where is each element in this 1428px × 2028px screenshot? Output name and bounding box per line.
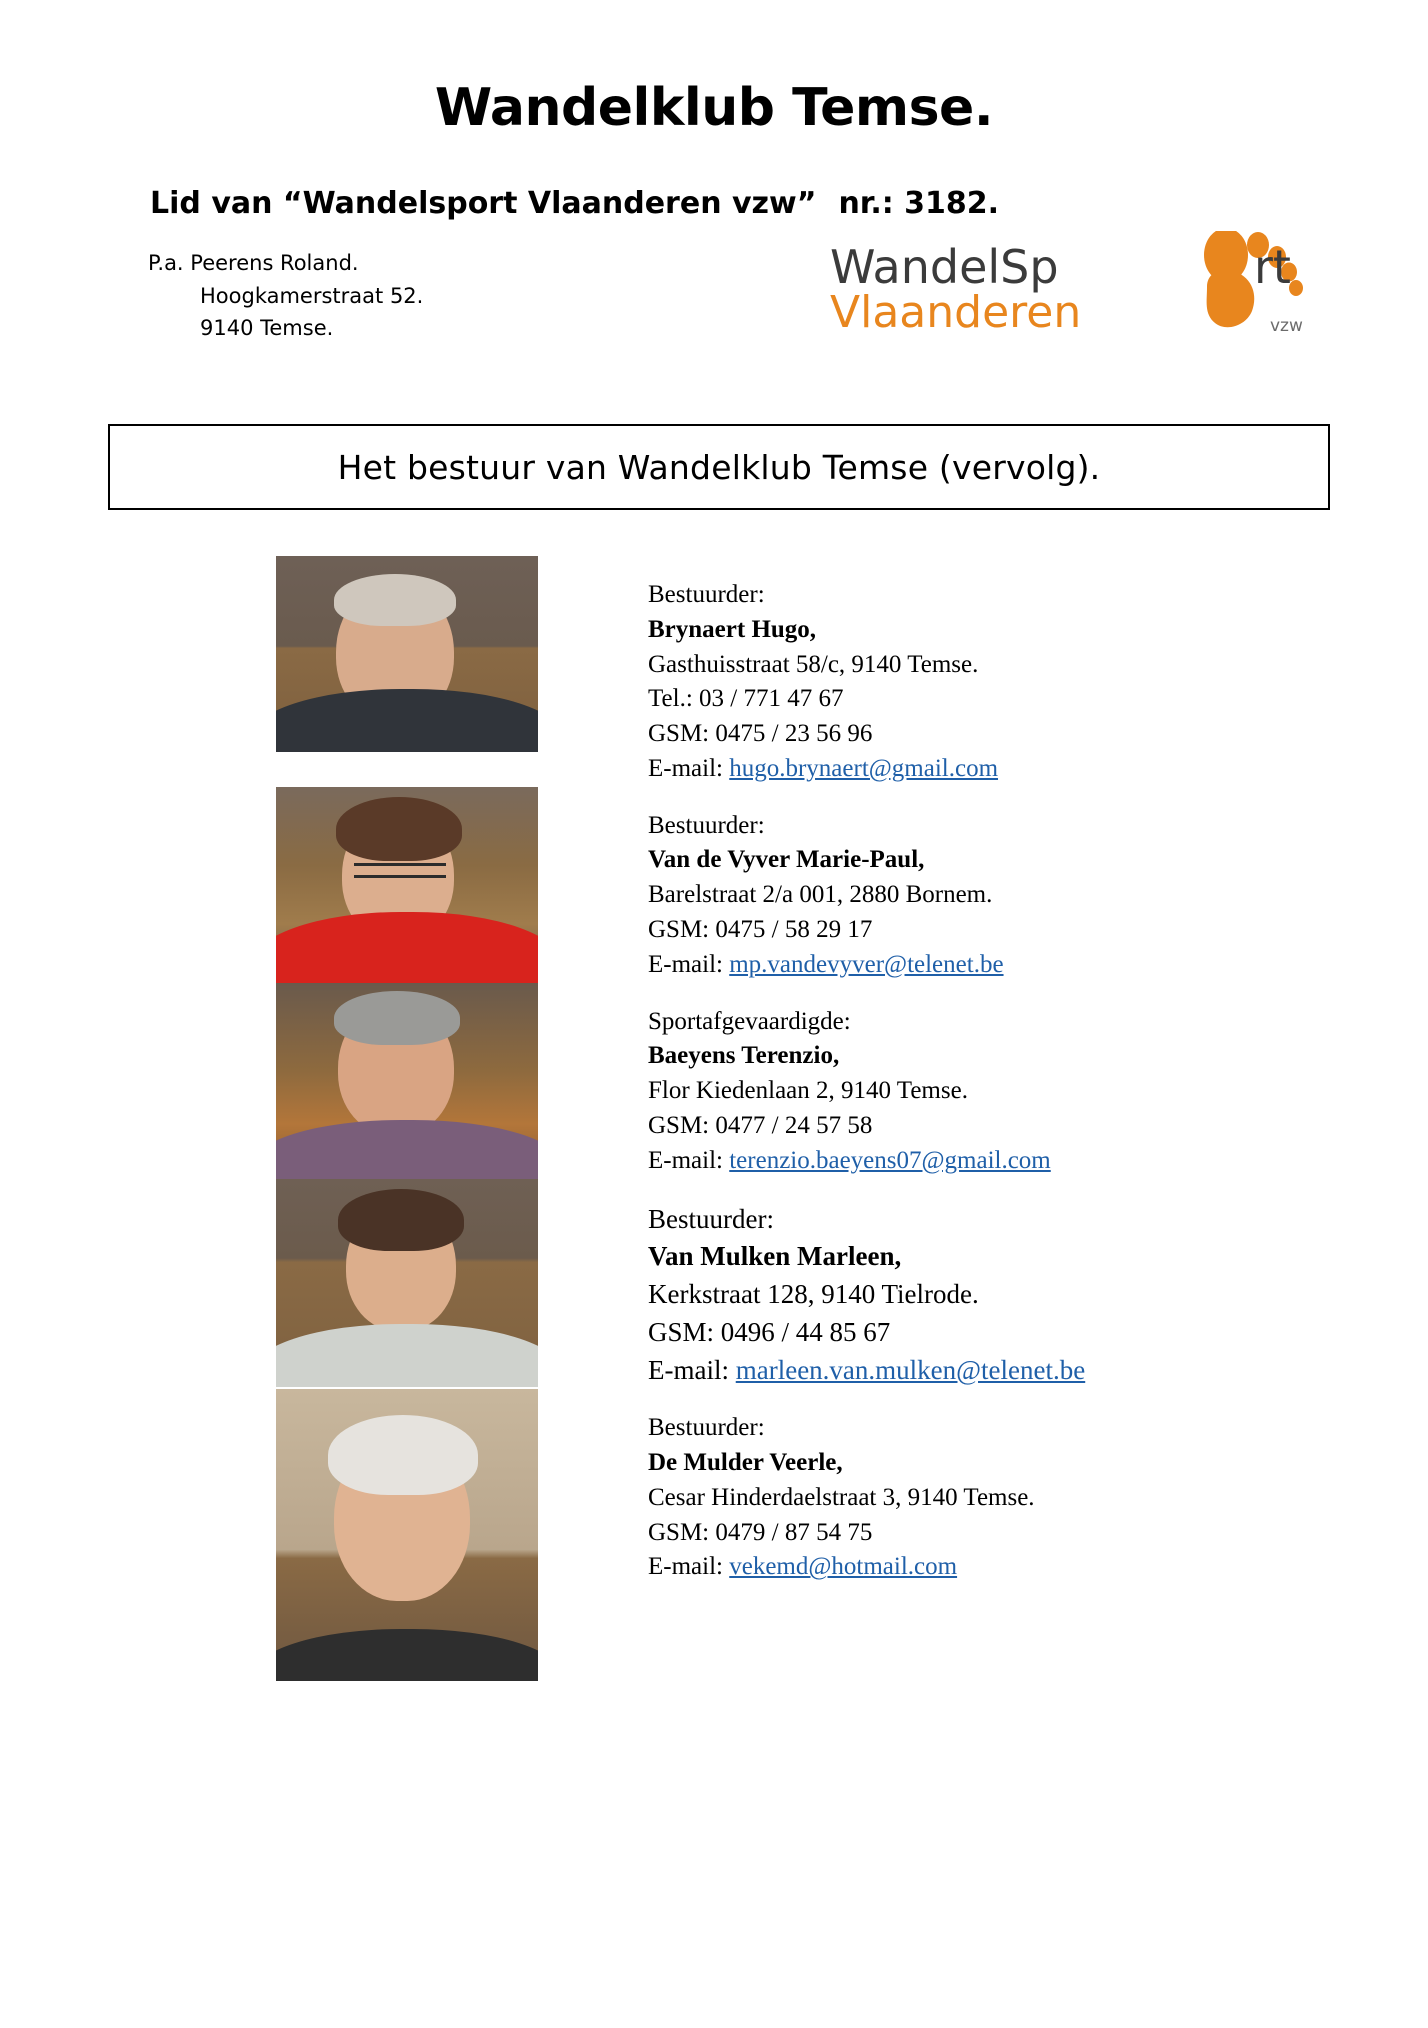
photo-column bbox=[276, 787, 538, 983]
photo-column bbox=[276, 556, 538, 752]
member-photo bbox=[276, 983, 538, 1179]
member-role: Bestuurder: bbox=[648, 581, 765, 608]
email-label: E-mail: bbox=[648, 1146, 723, 1174]
member-gsm: GSM: 0475 / 23 56 96 bbox=[648, 720, 873, 747]
member-gsm: GSM: 0479 / 87 54 75 bbox=[648, 1518, 873, 1546]
list-item bbox=[0, 556, 1428, 787]
member-address: Barelstraat 2/a 001, 2880 Bornem. bbox=[648, 881, 993, 908]
photo-column bbox=[276, 983, 538, 1179]
member-email-row bbox=[648, 1550, 1035, 1585]
member-email-link[interactable]: mp.vandevyver@telenet.be bbox=[729, 950, 1004, 978]
svg-text:Vlaanderen: Vlaanderen bbox=[830, 287, 1082, 338]
member-info bbox=[648, 1179, 1085, 1390]
email-label: E-mail: bbox=[648, 950, 723, 978]
member-address: Gasthuisstraat 58/c, 9140 Temse. bbox=[648, 650, 979, 678]
member-email-link[interactable]: terenzio.baeyens07@gmail.com bbox=[729, 1146, 1051, 1174]
email-label: E-mail: bbox=[648, 754, 723, 782]
membership-line bbox=[0, 138, 1428, 221]
section-heading-box bbox=[108, 424, 1330, 510]
member-tel: Tel.: 03 / 771 47 67 bbox=[648, 685, 844, 713]
member-name: Van Mulken Marleen, bbox=[648, 1241, 902, 1272]
address-line-3: 9140 Temse. bbox=[200, 316, 334, 341]
member-info bbox=[648, 556, 998, 787]
member-email-row bbox=[648, 1352, 1085, 1390]
member-name: De Mulder Veerle, bbox=[648, 1449, 843, 1477]
board-members-list bbox=[0, 556, 1428, 1681]
member-name: Van de Vyver Marie-Paul, bbox=[648, 846, 925, 874]
member-address: Kerkstraat 128, 9140 Tielrode. bbox=[648, 1279, 979, 1310]
member-role: Sportafgevaardigde: bbox=[648, 1007, 851, 1035]
member-role: Bestuurder: bbox=[648, 811, 765, 839]
address-and-logo-row bbox=[0, 221, 1428, 367]
address-line-1: P.a. Peerens Roland. bbox=[148, 251, 359, 275]
wandelsport-vlaanderen-logo bbox=[822, 231, 1318, 339]
member-gsm: GSM: 0475 / 58 29 17 bbox=[648, 915, 873, 943]
member-photo bbox=[276, 787, 538, 983]
list-item bbox=[0, 1179, 1428, 1390]
member-info bbox=[648, 983, 1051, 1179]
member-gsm: GSM: 0477 / 24 57 58 bbox=[648, 1111, 873, 1139]
member-gsm: GSM: 0496 / 44 85 67 bbox=[648, 1316, 891, 1347]
member-photo bbox=[276, 1179, 538, 1387]
member-name: Brynaert Hugo, bbox=[648, 615, 817, 643]
member-info bbox=[648, 1389, 1035, 1585]
photo-column bbox=[276, 1389, 538, 1681]
member-role: Bestuurder: bbox=[648, 1414, 765, 1442]
member-email-link[interactable]: marleen.van.mulken@telenet.be bbox=[735, 1354, 1086, 1385]
member-email-row bbox=[648, 948, 1004, 983]
list-item bbox=[0, 1389, 1428, 1681]
postal-address bbox=[148, 247, 423, 345]
member-email-link[interactable]: hugo.brynaert@gmail.com bbox=[729, 754, 999, 782]
page-title: Wandelklub Temse. bbox=[434, 78, 994, 138]
member-email-row bbox=[648, 1144, 1051, 1179]
member-address: Flor Kiedenlaan 2, 9140 Temse. bbox=[648, 1077, 968, 1104]
member-email-link[interactable]: vekemd@hotmail.com bbox=[729, 1553, 958, 1581]
member-photo bbox=[276, 556, 538, 752]
member-role: Bestuurder: bbox=[648, 1203, 774, 1234]
member-email-row bbox=[648, 752, 998, 787]
section-heading-text: Het bestuur van Wandelklub Temse (vervolg). bbox=[337, 447, 1101, 487]
email-label: E-mail: bbox=[648, 1553, 723, 1581]
member-name: Baeyens Terenzio, bbox=[648, 1042, 840, 1070]
svg-text:vzw: vzw bbox=[1270, 316, 1303, 336]
member-address: Cesar Hinderdaelstraat 3, 9140 Temse. bbox=[648, 1483, 1035, 1511]
svg-text:rt: rt bbox=[1254, 240, 1291, 294]
member-photo bbox=[276, 1389, 538, 1681]
email-label: E-mail: bbox=[648, 1354, 729, 1385]
address-line-2: Hoogkamerstraat 52. bbox=[200, 283, 424, 308]
member-info bbox=[648, 787, 1004, 983]
membership-text: Lid van “Wandelsport Vlaanderen vzw” bbox=[150, 186, 817, 221]
list-item bbox=[0, 787, 1428, 983]
svg-text:WandelSp: WandelSp bbox=[830, 240, 1059, 294]
photo-column bbox=[276, 1179, 538, 1387]
list-item bbox=[0, 983, 1428, 1179]
club-number: nr.: 3182. bbox=[838, 186, 1000, 221]
